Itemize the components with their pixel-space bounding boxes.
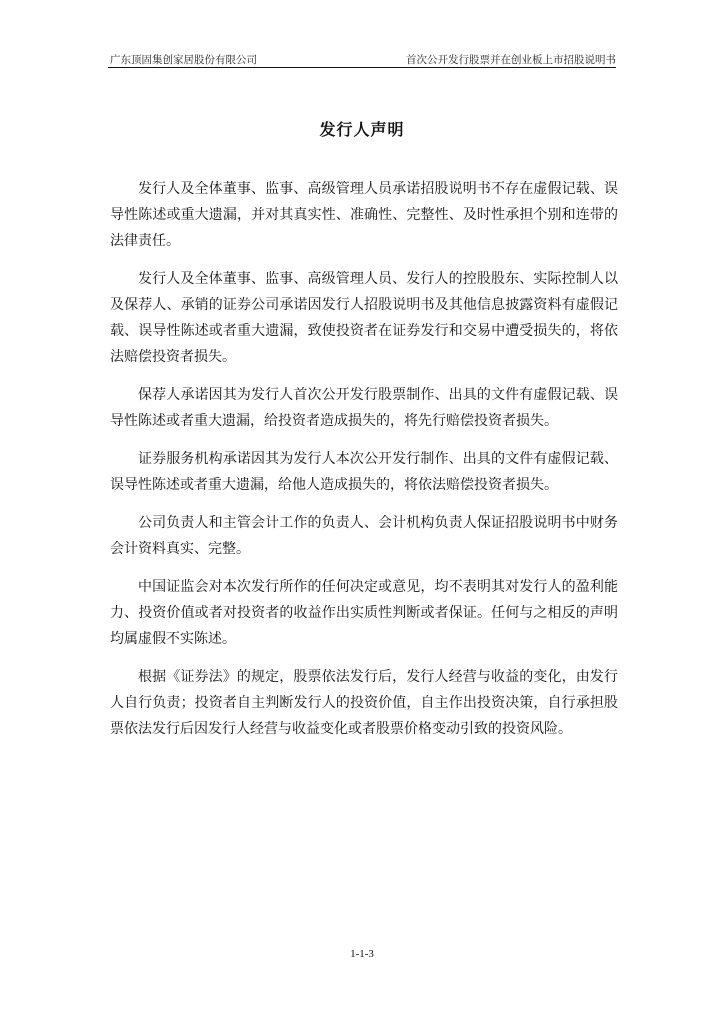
paragraph-sponsor-commitment: 保荐人承诺因其为发行人首次公开发行股票制作、出具的文件有虚假记载、误导性陈述或者重大遗漏，给投资者造成损失的，将先行赔偿投资者损失。 <box>110 387 618 429</box>
paragraph-financial-data-guarantee: 公司负责人和主管会计工作的负责人、会计机构负责人保证招股说明书中财务会计资料真实、完整。 <box>110 515 618 557</box>
paragraph-service-institution-commitment: 证券服务机构承诺因其为发行人本次公开发行制作、出具的文件有虚假记载、误导性陈述或者重大遗漏，给他人造成损失的，将依法赔偿投资者损失。 <box>110 451 618 493</box>
declaration-body <box>110 176 618 754</box>
header-document-title: 首次公开发行股票并在创业板上市招股说明书 <box>406 54 616 66</box>
paragraph-investment-risk: 根据《证券法》的规定，股票依法发行后，发行人经营与收益的变化，由发行人自行负责；投资者自主判断发行人的投资价值，自主作出投资决策，自行承担股票依法发行后因发行人经营与收益变化或者股票价格变动引致的投资风险。 <box>110 669 618 737</box>
paragraph-compensation-commitment: 发行人及全体董事、监事、高级管理人员、发行人的控股股东、实际控制人以及保荐人、承销的证券公司承诺因发行人招股说明书及其他信息披露资料有虚假记载、误导性陈述或者重大遗漏，致使投资者在证券发行和交易中遭受损失的，将依法赔偿投资者损失。 <box>110 271 618 365</box>
header-company-name: 广东顶固集创家居股份有限公司 <box>110 54 257 66</box>
page-header <box>108 52 616 68</box>
page-number: 1-1-3 <box>350 948 374 960</box>
paragraph-issuer-commitment: 发行人及全体董事、监事、高级管理人员承诺招股说明书不存在虚假记载、误导性陈述或重大遗漏，并对其真实性、准确性、完整性、及时性承担个别和连带的法律责任。 <box>110 181 618 249</box>
header-rule <box>108 67 616 68</box>
page-title: 发行人声明 <box>319 120 405 139</box>
paragraph-csrc-disclaimer: 中国证监会对本次发行所作的任何决定或意见，均不表明其对发行人的盈利能力、投资价值或者对投资者的收益作出实质性判断或者保证。任何与之相反的声明均属虚假不实陈述。 <box>110 579 618 647</box>
